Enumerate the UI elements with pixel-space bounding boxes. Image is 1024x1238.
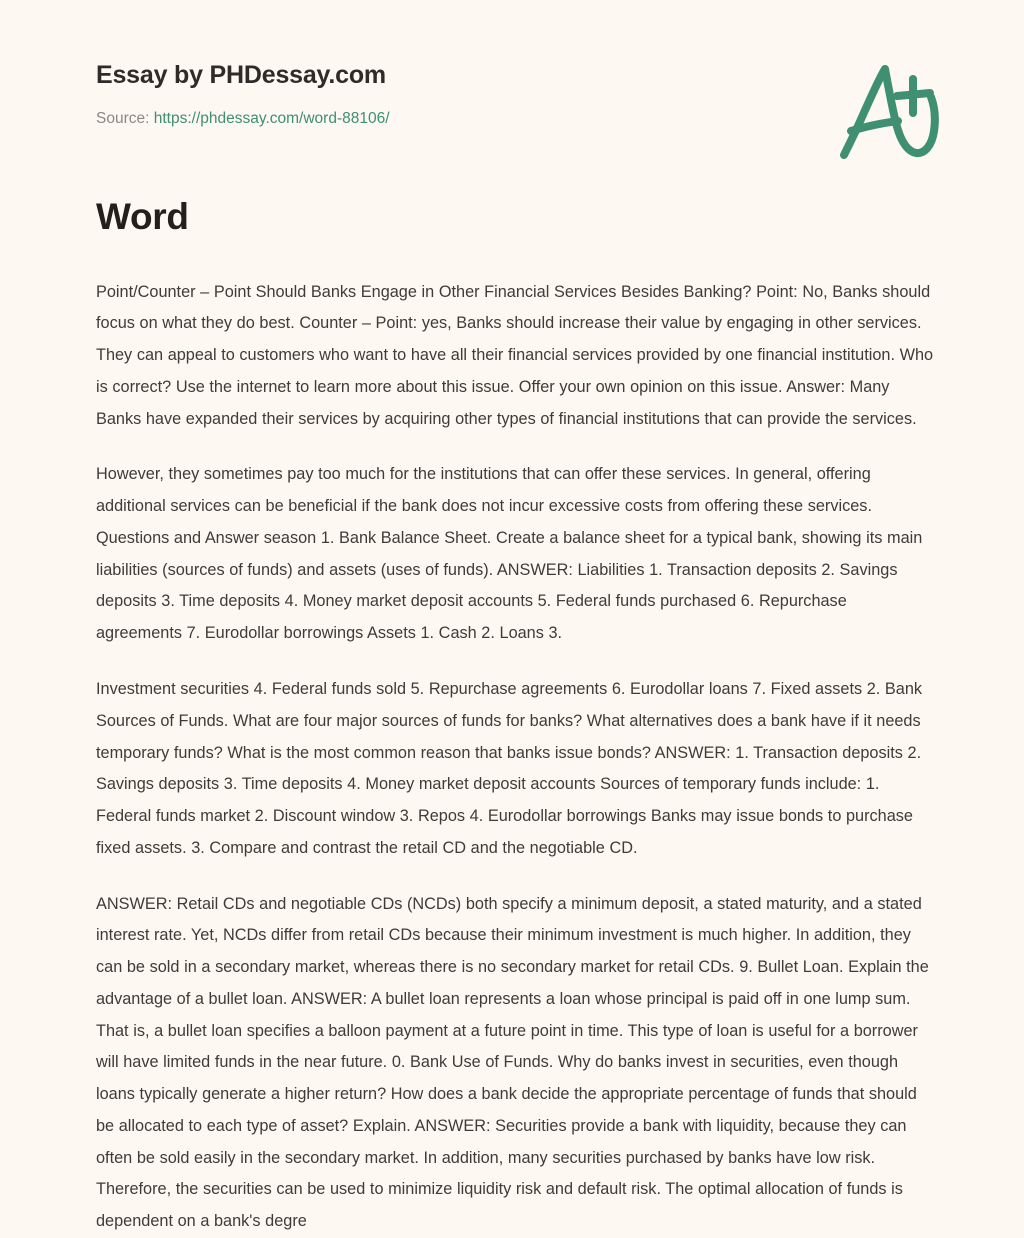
source-label: Source: xyxy=(96,109,150,127)
article-body xyxy=(96,196,934,1238)
essay-text xyxy=(96,277,934,1238)
paragraph: However, they sometimes pay too much for the institutions that can offer these services. In general, offering additional services can be beneficial if the bank does not incur excessive costs from offering these services. Questions and Answer season 1. Bank Balance Sheet. Create a balance sheet for a typical bank, showing its main liabilities (sources of funds) and assets (uses of funds). ANSWER: Liabilities 1. Transaction deposits 2. Savings deposits 3. Time deposits 4. Money market deposit accounts 5. Federal funds purchased 6. Repurchase agreements 7. Eurodollar borrowings Assets 1. Cash 2. Loans 3. xyxy=(96,465,923,643)
brand-title: Essay by PHDessay.com xyxy=(96,61,386,89)
paragraph: Point/Counter – Point Should Banks Engage in Other Financial Services Besides Banking? Point: No, Banks should focus on what they do best. Counter – Point: yes, Banks should increase their value by engaging in other services. They can appeal to customers who want to have all their financial services provided by one financial institution. Who is correct? Use the internet to learn more about this issue. Offer your own opinion on this issue. Answer: Many Banks have expanded their services by acquiring other types of financial institutions that can provide the services. xyxy=(96,282,934,428)
brand-block xyxy=(96,62,696,128)
a-plus-logo-icon xyxy=(830,55,950,170)
phdessay-logo[interactable] xyxy=(830,55,950,170)
page-header xyxy=(0,0,1024,190)
source-line xyxy=(96,110,696,129)
source-url-link[interactable]: https://phdessay.com/word-88106/ xyxy=(153,109,390,127)
paragraph: Investment securities 4. Federal funds sold 5. Repurchase agreements 6. Eurodollar loans 7. Fixed assets 2. Bank Sources of Funds. What are four major sources of funds for banks? What alternatives does a bank have if it needs temporary funds? What is the most common reason that banks issue bonds? ANSWER: 1. Transaction deposits 2. Savings deposits 3. Time deposits 4. Money market deposit accounts Sources of temporary funds include: 1. Federal funds market 2. Discount window 3. Repos 4. Eurodollar borrowings Banks may issue bonds to purchase fixed assets. 3. Compare and contrast the retail CD and the negotiable CD. xyxy=(96,679,923,857)
page-title: Word xyxy=(96,196,189,237)
paragraph: ANSWER: Retail CDs and negotiable CDs (NCDs) both specify a minimum deposit, a stated maturity, and a stated interest rate. Yet, NCDs differ from retail CDs because their minimum investment is much higher. In addition, they can be sold in a secondary market, whereas there is no secondary market for retail CDs. 9. Bullet Loan. Explain the advantage of a bullet loan. ANSWER: A bullet loan represents a loan whose principal is paid off in one lump sum. That is, a bullet loan specifies a balloon payment at a future point in time. This type of loan is useful for a borrower will have limited funds in the near future. 0. Bank Use of Funds. Why do banks invest in securities, even though loans typically generate a higher return? How does a bank decide the appropriate percentage of funds that should be allocated to each type of asset? Explain. ANSWER: Securities provide a bank with liquidity, because they can often be sold easily in the secondary market. In addition, many securities purchased by banks have low risk. Therefore, the securities can be used to minimize liquidity risk and default risk. The optimal allocation of funds is dependent on a bank's degre xyxy=(96,894,929,1231)
